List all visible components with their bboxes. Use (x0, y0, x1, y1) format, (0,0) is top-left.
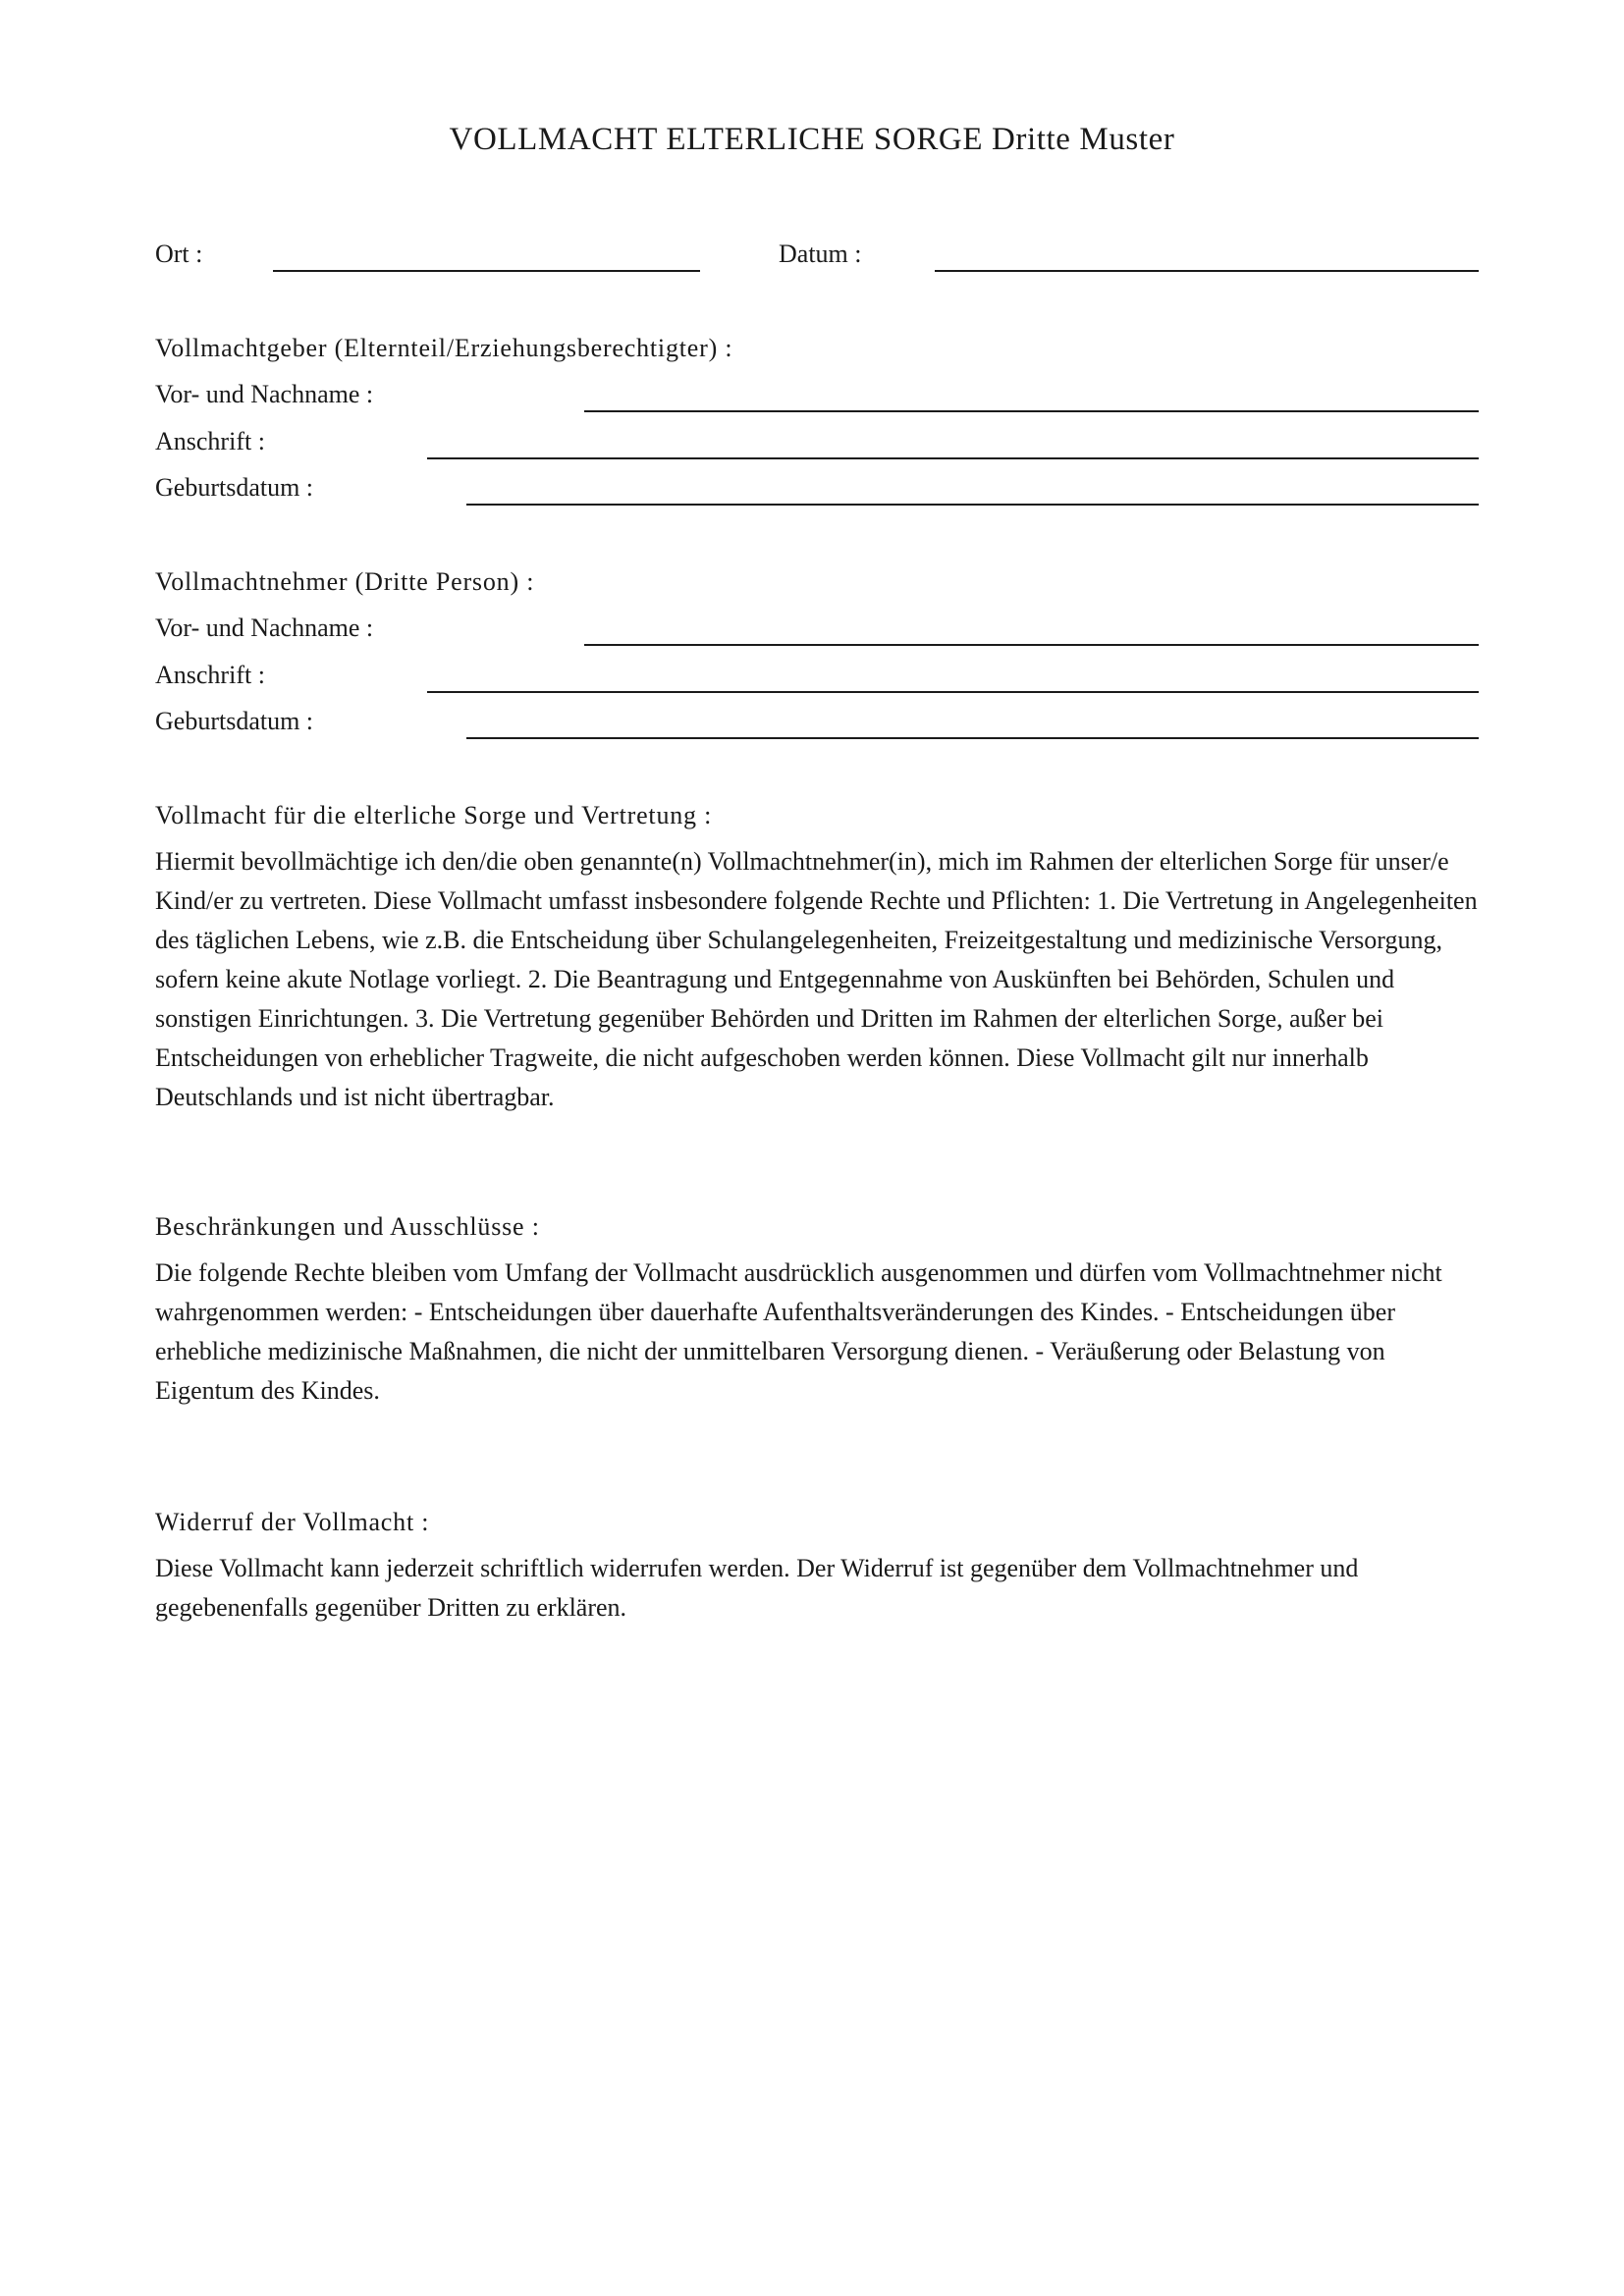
vollmachtnehmer-birthdate-label: Geburtsdatum : (155, 707, 314, 735)
vollmachtnehmer-name-label: Vor- und Nachname : (155, 614, 374, 642)
section-vollmacht-text: Hiermit bevollmächtige ich den/die oben genannte(n) Vollmachtnehmer(in), mich im Rahmen der elterlichen Sorge für unser/e Kind/er zu vertreten. Diese Vollmacht umfasst insbesondere folgende Rechte und Pflichten: 1. Die Vertretung in Angelegenheiten des täglichen Lebens, wie z.B. die Entscheidung über Schulangelegenheiten, Freizeitgestaltung und medizinische Versorgung, sofern keine akute Notlage vorliegt. 2. Die Beantragung und Entgegennahme von Auskünften bei Behörden, Schulen und sonstigen Einrichtungen. 3. Die Vertretung gegenüber Behörden und Dritten im Rahmen der elterlichen Sorge, außer bei Entscheidungen von erheblicher Tragweite, die nicht aufgeschoben werden können. Diese Vollmacht gilt nur innerhalb Deutschlands und ist nicht übertragbar. (155, 847, 1478, 1111)
ort-label: Ort : (155, 240, 203, 268)
section-widerruf-heading: Widerruf der Vollmacht : (155, 1508, 430, 1536)
datum-field-line[interactable] (935, 270, 1479, 272)
vollmachtnehmer-address-line[interactable] (427, 691, 1479, 693)
vollmachtnehmer-heading: Vollmachtnehmer (Dritte Person) : (155, 567, 535, 596)
vollmachtgeber-address-line[interactable] (427, 457, 1479, 459)
section-beschraenkungen-text: Die folgende Rechte bleiben vom Umfang der Vollmacht ausdrücklich ausgenommen und dürfen vom Vollmachtnehmer nicht wahrgenommen werden: - Entscheidungen über dauerhafte Aufenthaltsveränderungen des Kindes. - Entscheidungen über erhebliche medizinische Maßnahmen, die nicht der unmittelbaren Versorgung dienen. - Veräußerung oder Belastung von Eigentum des Kindes. (155, 1258, 1442, 1405)
datum-label: Datum : (779, 240, 862, 268)
vollmachtgeber-birthdate-line[interactable] (466, 504, 1479, 506)
section-vollmacht-heading: Vollmacht für die elterliche Sorge und Vertretung : (155, 801, 713, 829)
vollmachtgeber-name-label: Vor- und Nachname : (155, 380, 374, 408)
ort-field-line[interactable] (273, 270, 700, 272)
document-title: VOLLMACHT ELTERLICHE SORGE Dritte Muster (449, 122, 1175, 157)
vollmachtgeber-name-line[interactable] (584, 410, 1479, 412)
vollmachtnehmer-name-line[interactable] (584, 644, 1479, 646)
vollmachtgeber-heading: Vollmachtgeber (Elternteil/Erziehungsberechtigter) : (155, 334, 733, 362)
section-beschraenkungen-heading: Beschränkungen und Ausschlüsse : (155, 1212, 540, 1241)
section-widerruf-text: Diese Vollmacht kann jederzeit schriftlich widerrufen werden. Der Widerruf ist gegenüber dem Vollmachtnehmer und gegebenenfalls gegenüber Dritten zu erklären. (155, 1554, 1359, 1622)
vollmachtnehmer-address-label: Anschrift : (155, 661, 265, 689)
vollmachtgeber-address-label: Anschrift : (155, 427, 265, 455)
vollmachtgeber-birthdate-label: Geburtsdatum : (155, 473, 314, 502)
vollmachtnehmer-birthdate-line[interactable] (466, 737, 1479, 739)
